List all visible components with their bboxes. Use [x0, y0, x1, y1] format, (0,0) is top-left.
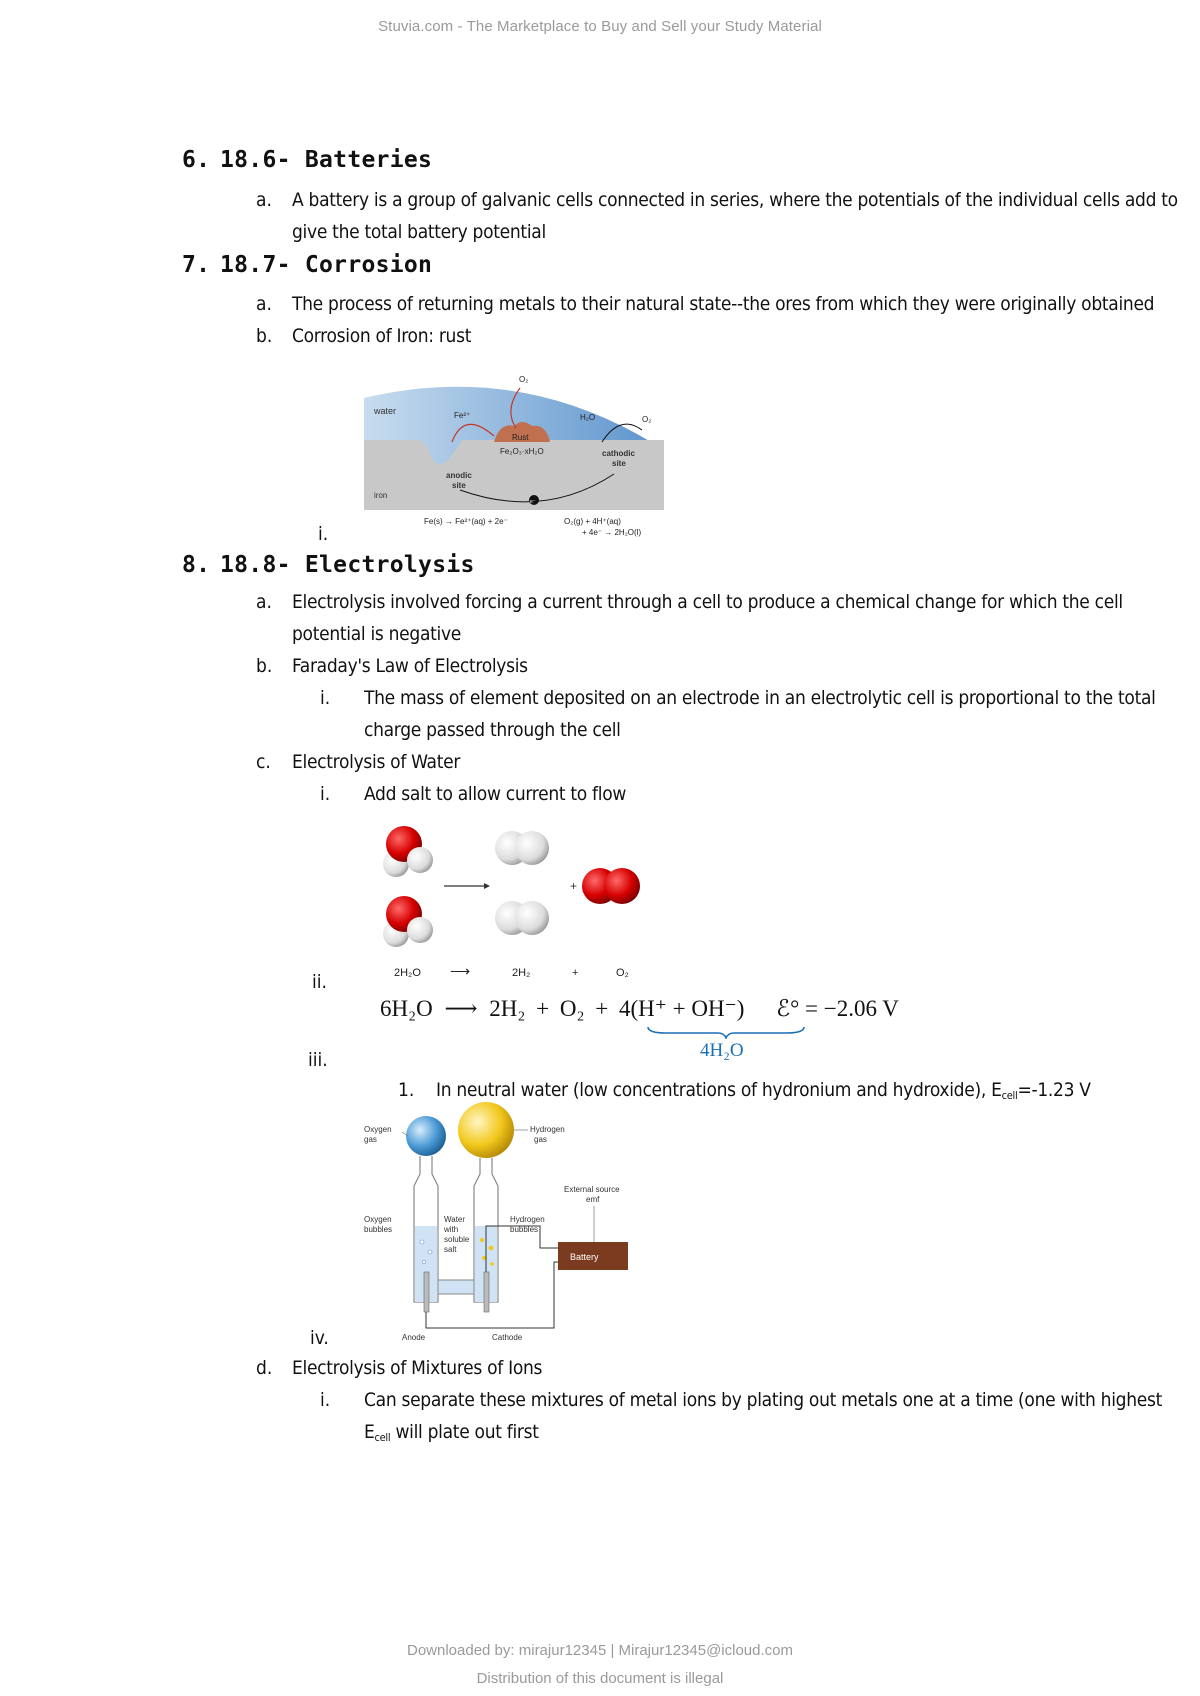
- list-item-text: Electrolysis of Mixtures of Ions: [292, 1357, 543, 1379]
- eq-ions: 4(H⁺ + OH⁻): [618, 996, 745, 1021]
- hydrogen-gas-balloon: [458, 1102, 514, 1158]
- hydrogen-molecule-2: [495, 901, 549, 935]
- anodic-site-label: site: [452, 481, 466, 490]
- list-item-text: Electrolysis of Water: [292, 751, 461, 773]
- list-item-text: The mass of element deposited on an electrode in an electrolytic cell is proportional to the total: [364, 687, 1156, 709]
- plate-out-text: will plate out first: [390, 1421, 539, 1443]
- water-salt-label-1: Water: [444, 1215, 466, 1224]
- water-salt-label-3: soluble: [444, 1235, 470, 1244]
- oxygen-bubbles-label-1: Oxygen: [364, 1215, 392, 1224]
- eq-o2: O₂: [559, 996, 585, 1021]
- rust-label: Rust: [512, 433, 529, 442]
- list-item-text: Can separate these mixtures of metal ions by plating out metals one at a time (one with highest: [364, 1389, 1162, 1411]
- section-number: 8.: [182, 552, 211, 578]
- battery-label: Battery: [570, 1252, 599, 1262]
- list-marker: i.: [320, 1389, 331, 1411]
- oxygen-gas-label-2: gas: [364, 1135, 377, 1144]
- water-salt-label-2: with: [444, 1225, 459, 1234]
- hydrogen-bubbles-label-2: bubbles: [510, 1225, 539, 1234]
- list-item-text: potential is negative: [292, 623, 462, 645]
- list-item-text: Add salt to allow current to flow: [364, 783, 627, 805]
- neutral-water-text: In neutral water (low concentrations of hydronium and hydroxide), E: [436, 1079, 1002, 1101]
- oxygen-molecule: [582, 868, 640, 904]
- o2-top-label: O₂: [519, 375, 529, 384]
- fe2-label: Fe²⁺: [454, 411, 471, 420]
- list-marker: iii.: [308, 1049, 328, 1071]
- cathode-label: Cathode: [492, 1333, 523, 1342]
- water-molecule-2: [383, 896, 433, 947]
- hydrogen-molecule-1: [495, 831, 549, 865]
- iron-label: iron: [374, 491, 388, 500]
- hydrogen-bubbles-label-1: Hydrogen: [510, 1215, 545, 1224]
- section-number: 6.: [182, 147, 211, 173]
- list-marker: 1.: [398, 1079, 415, 1101]
- water-molecule-1: [383, 826, 433, 877]
- hydrogen-bubble: [480, 1238, 484, 1242]
- footer-downloaded-by: Downloaded by: mirajur12345 | Mirajur12345@icloud.com: [407, 1642, 793, 1659]
- cathode-electrode: [484, 1272, 489, 1312]
- list-marker: i.: [320, 687, 331, 709]
- list-marker: a.: [256, 293, 272, 315]
- list-item-text: Electrolysis involved forcing a current through a cell to produce a chemical change for which the cell: [292, 591, 1123, 613]
- footer-distribution-notice: Distribution of this document is illegal: [476, 1670, 724, 1687]
- eq-brace-label: 4H₂O: [700, 1040, 744, 1061]
- electrolysis-apparatus-diagram: [364, 1102, 664, 1342]
- list-marker: ii.: [312, 971, 327, 993]
- connector-tube: [438, 1280, 474, 1294]
- anode-label: Anode: [402, 1333, 426, 1342]
- electron-label: e⁻: [530, 499, 536, 505]
- o2-right-label: O₂: [642, 415, 652, 424]
- h2o-label: H₂O: [580, 413, 596, 422]
- eq-brace: [646, 1025, 806, 1039]
- cathode-equation-line2: + 4e⁻ → 2H₂O(l): [582, 528, 642, 537]
- arrow-label: ⟶: [450, 963, 471, 979]
- water-label: water: [374, 406, 397, 416]
- water-molecules-diagram: [372, 820, 672, 990]
- list-item-text: Corrosion of Iron: rust: [292, 325, 472, 347]
- anode-equation: Fe(s) → Fe²⁺(aq) + 2e⁻: [424, 517, 508, 526]
- list-item-text: A battery is a group of galvanic cells connected in series, where the potentials of the individual cells add to: [292, 189, 1178, 211]
- external-source-label-2: emf: [586, 1195, 600, 1204]
- hydrogen-product-label: 2H₂: [512, 967, 531, 979]
- list-marker: b.: [256, 655, 273, 677]
- list-marker: b.: [256, 325, 273, 347]
- oxygen-gas-label-1: Oxygen: [364, 1125, 392, 1134]
- hydrogen-bubble: [489, 1246, 494, 1251]
- list-item-text: give the total battery potential: [292, 221, 546, 243]
- eq-plus-1: +: [536, 996, 550, 1021]
- list-marker: c.: [256, 751, 271, 773]
- list-item-text: The process of returning metals to their natural state--the ores from which they were originally obtained: [292, 293, 1155, 315]
- hydrogen-bubble: [490, 1262, 494, 1266]
- eq-emf: ℰ° = −2.06 V: [776, 996, 899, 1021]
- list-marker: iv.: [310, 1327, 329, 1349]
- cathodic-label: cathodic: [602, 449, 635, 458]
- anode-electrode: [424, 1272, 429, 1312]
- list-item-text: [364, 1416, 539, 1454]
- section-title: 18.7- Corrosion: [220, 252, 433, 278]
- list-marker: i.: [318, 523, 329, 545]
- subscript-cell: cell: [1001, 1089, 1018, 1102]
- plus-symbol: +: [570, 879, 578, 893]
- external-source-label-1: External source: [564, 1185, 620, 1194]
- rust-formula-label: Fe₂O₃·xH₂O: [500, 447, 544, 456]
- list-item-text: charge passed through the cell: [364, 719, 621, 741]
- list-marker: a.: [256, 591, 272, 613]
- oxygen-bubble: [420, 1240, 424, 1244]
- cathodic-site-label: site: [612, 459, 626, 468]
- neutral-water-value: =-1.23 V: [1017, 1079, 1091, 1101]
- list-item-text: Faraday's Law of Electrolysis: [292, 655, 528, 677]
- plus-label: +: [572, 967, 579, 979]
- reactant-label: 2H₂O: [394, 967, 421, 979]
- section-title: 18.6- Batteries: [220, 147, 433, 173]
- oxygen-product-label: O₂: [616, 967, 629, 979]
- oxygen-bubble: [422, 1260, 426, 1264]
- hydrogen-bubble: [482, 1256, 486, 1260]
- oxygen-gas-balloon: [406, 1116, 446, 1156]
- anodic-label: anodic: [446, 471, 472, 480]
- reaction-arrow-head: [484, 883, 490, 889]
- eq-plus-2: +: [595, 996, 609, 1021]
- list-marker: a.: [256, 189, 272, 211]
- section-title: 18.8- Electrolysis: [220, 552, 475, 578]
- water-electrolysis-equation: [380, 996, 899, 1022]
- hydrogen-gas-label-2: gas: [534, 1135, 547, 1144]
- section-number: 7.: [182, 252, 211, 278]
- list-marker: i.: [320, 783, 331, 805]
- subscript-cell: cell: [374, 1431, 391, 1444]
- eq-h2: 2H₂: [489, 996, 526, 1021]
- oxygen-bubbles-label-2: bubbles: [364, 1225, 393, 1234]
- eq-arrow: ⟶: [444, 996, 478, 1021]
- e-symbol: E: [364, 1421, 375, 1443]
- cathode-equation-line1: O₂(g) + 4H⁺(aq): [564, 517, 621, 526]
- hydrogen-gas-label-1: Hydrogen: [530, 1125, 565, 1134]
- water-salt-label-4: salt: [444, 1245, 457, 1254]
- eq-left: 6H₂O: [380, 996, 433, 1021]
- corrosion-diagram: [364, 370, 684, 540]
- list-marker: d.: [256, 1357, 273, 1379]
- oxygen-bubble: [428, 1250, 432, 1254]
- header-watermark: Stuvia.com - The Marketplace to Buy and Sell your Study Material: [378, 18, 822, 35]
